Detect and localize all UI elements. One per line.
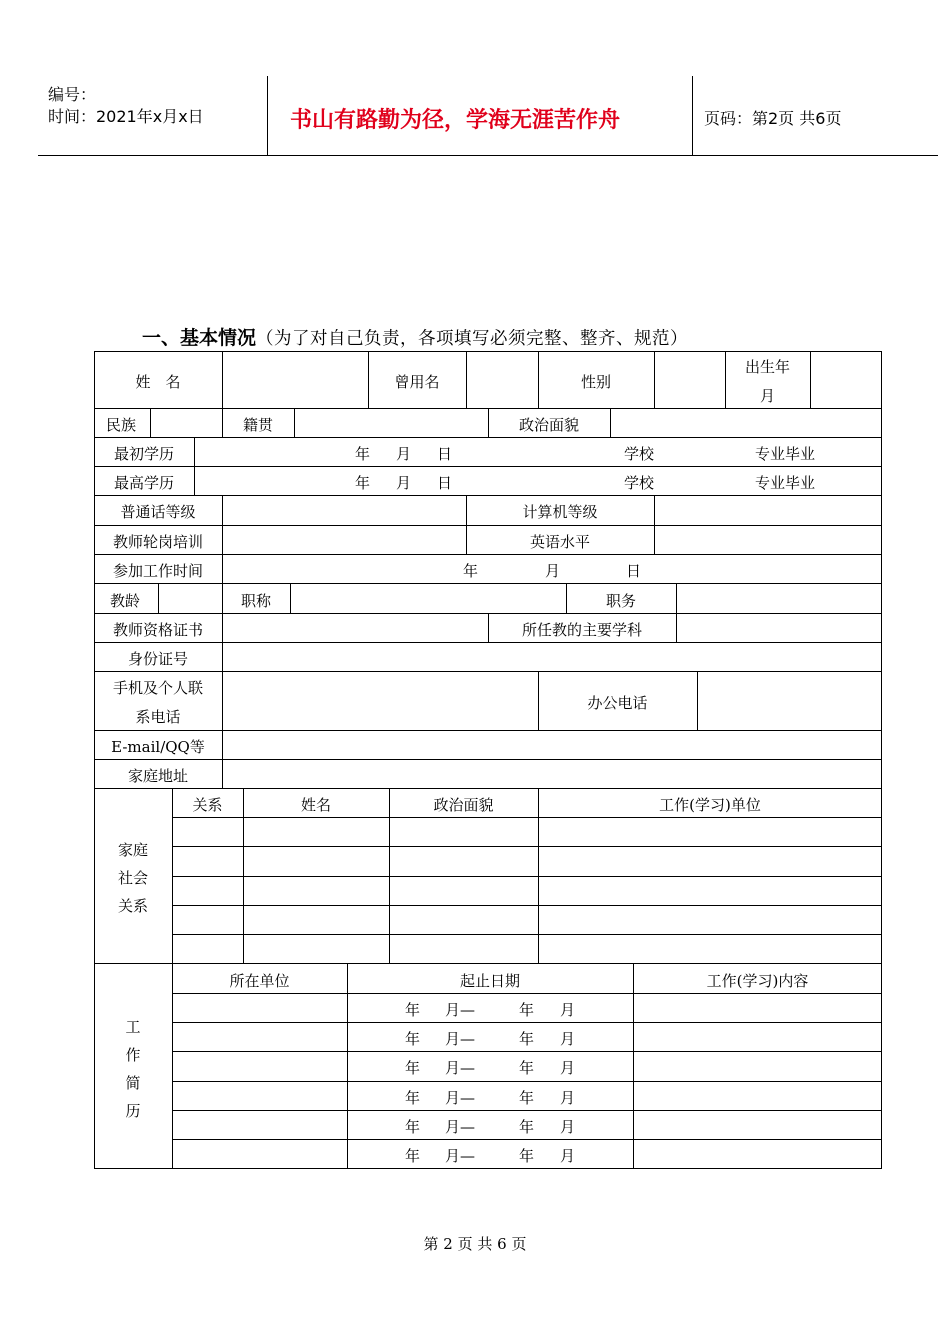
history-date-part: 年: [405, 1089, 421, 1107]
history-date-part: 月—: [445, 1030, 476, 1048]
history-date-part: 年: [519, 1118, 535, 1136]
birth-label-line2: 月: [759, 387, 775, 405]
teaching-years-label: 教龄: [110, 592, 141, 610]
history-date-part: 月: [560, 1001, 576, 1019]
highest-education-label: 最高学历: [113, 474, 174, 492]
year-label: 年: [355, 474, 371, 492]
teacher-rotation-label: 教师轮岗培训: [112, 533, 203, 551]
history-date-part: 年: [519, 1089, 535, 1107]
year-label: 年: [355, 445, 371, 463]
header-divider: [692, 76, 693, 155]
home-address-label: 家庭地址: [127, 767, 188, 785]
page-label: 页码：第2页 共6页: [704, 109, 842, 128]
month-label: 月: [545, 562, 561, 580]
history-date-part: 月: [560, 1059, 576, 1077]
history-date-part: 月: [560, 1089, 576, 1107]
job-title-label: 职称: [240, 592, 271, 610]
native-place-label: 籍贯: [242, 416, 273, 434]
history-label-1: 工: [125, 1018, 141, 1036]
history-col-dates: 起止日期: [459, 972, 520, 990]
history-col-content: 工作(学习)内容: [706, 972, 809, 990]
history-date-part: 年: [519, 1147, 535, 1165]
computer-level-label: 计算机等级: [522, 503, 598, 521]
family-col-name: 姓名: [300, 796, 331, 814]
family-col-workplace: 工作(学习)单位: [659, 796, 761, 814]
history-date-part: 月: [560, 1030, 576, 1048]
ethnicity-label: 民族: [106, 416, 137, 434]
history-date-part: 年: [405, 1147, 421, 1165]
history-date-part: 月—: [445, 1118, 476, 1136]
english-level-label: 英语水平: [529, 533, 590, 551]
history-date-part: 月—: [445, 1001, 476, 1019]
work-start-time-label: 参加工作时间: [112, 562, 203, 580]
year-label: 年: [463, 562, 479, 580]
school-label: 学校: [624, 474, 655, 492]
history-label-4: 历: [125, 1102, 141, 1120]
section-title-note: （为了对自己负责，各项填写必须完整、整齐、规范）: [256, 329, 689, 349]
history-col-unit: 所在单位: [229, 972, 290, 990]
history-date-part: 年: [519, 1030, 535, 1048]
initial-education-label: 最初学历: [113, 445, 174, 463]
day-label: 日: [626, 562, 642, 580]
basic-info-form: [94, 351, 882, 1169]
time-label: 时间：2021年x月x日: [48, 107, 204, 126]
history-date-part: 年: [405, 1030, 421, 1048]
history-date-part: 月: [560, 1118, 576, 1136]
history-date-part: 月—: [445, 1089, 476, 1107]
history-label-2: 作: [125, 1046, 141, 1064]
history-date-part: 月: [560, 1147, 576, 1165]
page-footer: 第 2 页 共 6 页: [423, 1235, 527, 1253]
history-date-part: 年: [405, 1001, 421, 1019]
page-header: [38, 76, 938, 156]
family-label-1: 家庭: [117, 841, 148, 859]
mobile-label-line2: 系电话: [135, 708, 181, 726]
history-date-part: 月—: [445, 1059, 476, 1077]
name-label: 姓 名: [135, 373, 181, 391]
family-label-2: 社会: [117, 869, 148, 887]
major-graduated-label: 专业毕业: [755, 474, 816, 492]
day-label: 日: [437, 445, 453, 463]
email-qq-label: E-mail/QQ等: [111, 738, 205, 756]
political-status-label: 政治面貌: [518, 416, 579, 434]
history-date-part: 年: [519, 1059, 535, 1077]
history-label-3: 简: [125, 1074, 141, 1092]
position-label: 职务: [605, 592, 636, 610]
major-graduated-label: 专业毕业: [755, 445, 816, 463]
header-divider: [267, 76, 268, 155]
history-date-part: 年: [405, 1118, 421, 1136]
office-phone-label: 办公电话: [587, 694, 648, 712]
history-date-part: 年: [519, 1001, 535, 1019]
school-label: 学校: [624, 445, 655, 463]
teacher-certificate-label: 教师资格证书: [112, 621, 203, 639]
history-date-part: 年: [405, 1059, 421, 1077]
family-col-relation: 关系: [192, 796, 223, 814]
gender-label: 性别: [580, 373, 611, 391]
section-title: [142, 323, 688, 350]
history-date-part: 月—: [445, 1147, 476, 1165]
birth-label-line1: 出生年: [744, 358, 790, 376]
former-name-label: 曾用名: [394, 373, 440, 391]
mandarin-level-label: 普通话等级: [120, 503, 196, 521]
day-label: 日: [437, 474, 453, 492]
number-label: 编号：: [48, 85, 97, 104]
month-label: 月: [396, 474, 412, 492]
family-label-3: 关系: [117, 897, 148, 915]
id-number-label: 身份证号: [127, 650, 188, 668]
family-col-political: 政治面貌: [433, 796, 494, 814]
motto: 书山有路勤为径，学海无涯苦作舟: [290, 107, 621, 133]
section-title-main: 一、基本情况: [142, 327, 257, 349]
month-label: 月: [396, 445, 412, 463]
mobile-label-line1: 手机及个人联: [112, 679, 203, 697]
main-subject-label: 所任教的主要学科: [521, 621, 642, 639]
